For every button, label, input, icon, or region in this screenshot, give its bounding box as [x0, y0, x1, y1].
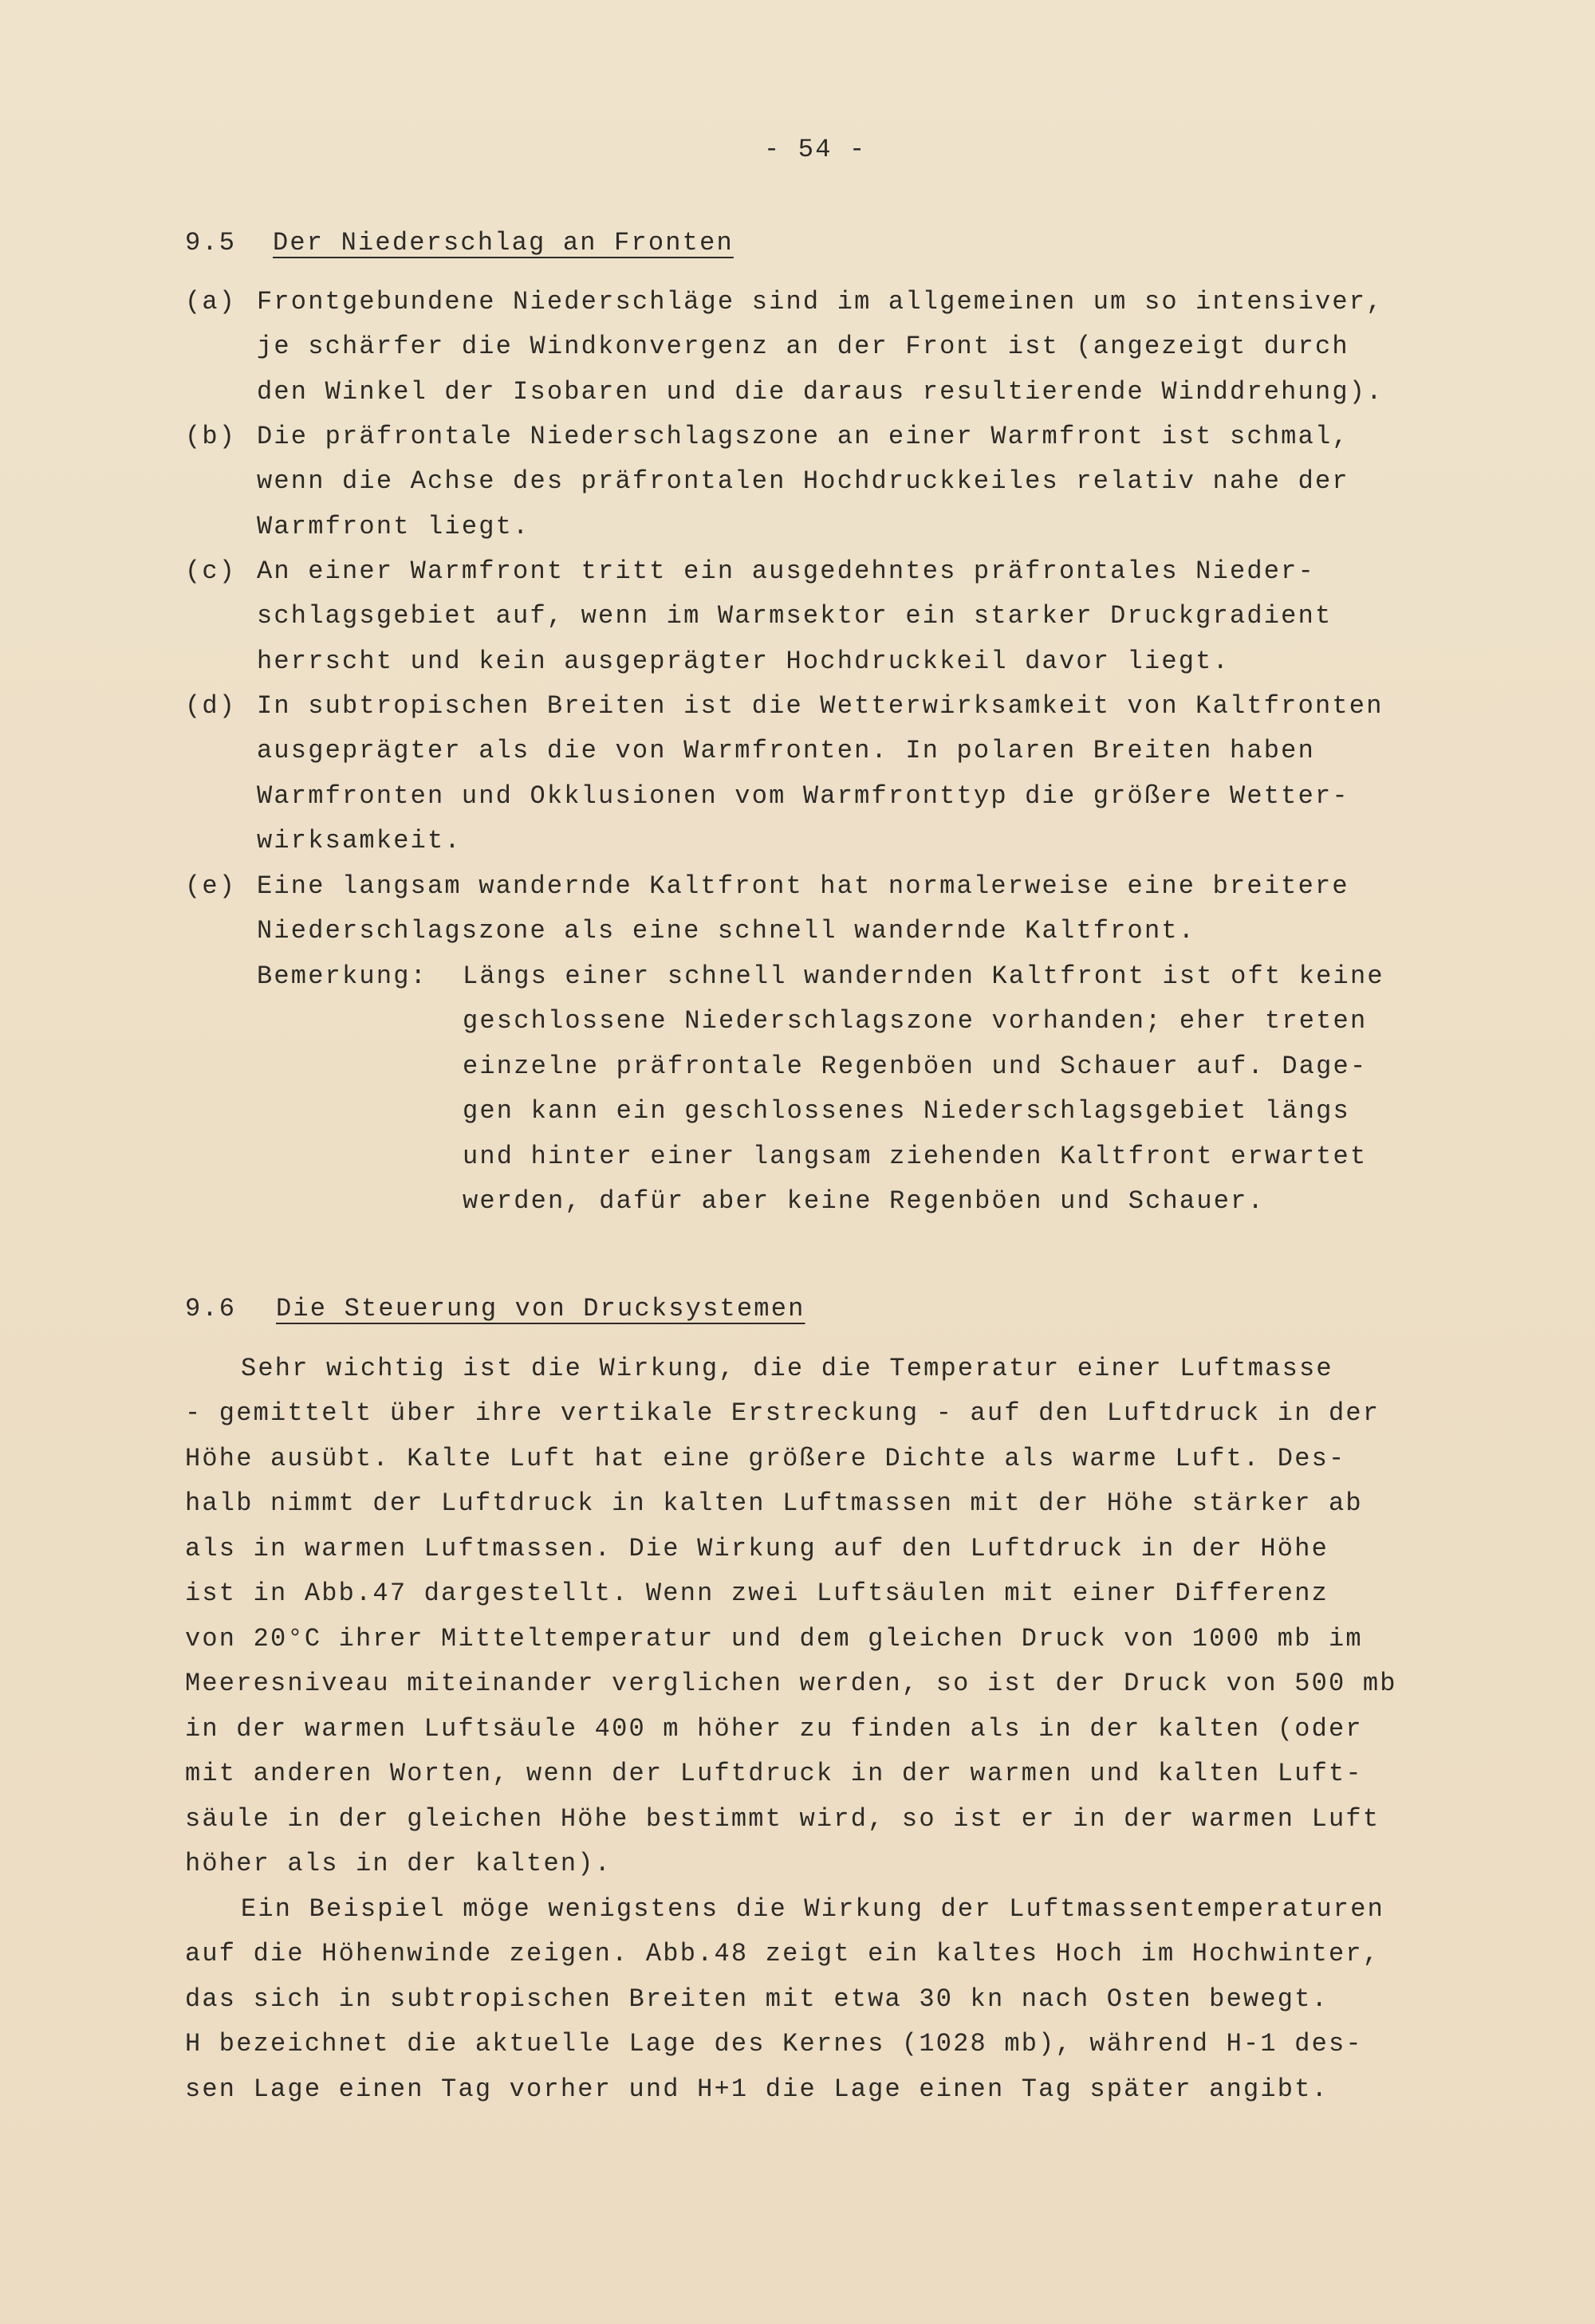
paragraph-line: Meeresniveau miteinander verglichen werden, so ist der Druck von 500 mb: [185, 1669, 1397, 1698]
paragraph-line: mit anderen Worten, wenn der Luftdruck in der warmen und kalten Luft-: [185, 1759, 1363, 1788]
paragraph-line: das sich in subtropischen Breiten mit etwa 30 kn nach Osten bewegt.: [185, 1984, 1329, 2014]
page-number: - 54 -: [764, 135, 867, 164]
paragraph-line: in der warmen Luftsäule 400 m höher zu finden als in der kalten (oder: [185, 1714, 1363, 1744]
paragraph-line: ist in Abb.47 dargestellt. Wenn zwei Luftsäulen mit einer Differenz: [185, 1579, 1329, 1608]
item-line: herrscht und kein ausgeprägter Hochdruckkeil davor liegt.: [257, 647, 1230, 676]
paragraph-line: - gemittelt über ihre vertikale Erstreckung - auf den Luftdruck in der: [185, 1398, 1380, 1428]
paragraph-line: H bezeichnet die aktuelle Lage des Kernes (1028 mb), während H-1 des-: [185, 2029, 1363, 2059]
item-line: wenn die Achse des präfrontalen Hochdruckkeiles relativ nahe der: [257, 466, 1349, 496]
item-line: Niederschlagszone als eine schnell wandernde Kaltfront.: [257, 916, 1196, 946]
item-line: Die präfrontale Niederschlagszone an einer Warmfront ist schmal,: [257, 422, 1349, 451]
item-line: Warmfronten und Okklusionen vom Warmfronttyp die größere Wetter-: [257, 781, 1349, 811]
paragraph-line: höher als in der kalten).: [185, 1849, 612, 1878]
item-line: den Winkel der Isobaren und die daraus resultierende Winddrehung).: [257, 377, 1384, 407]
remark-line: Längs einer schnell wandernden Kaltfront ist oft keine: [463, 961, 1384, 991]
item-line: wirksamkeit.: [257, 826, 462, 855]
paragraph-line: von 20°C ihrer Mitteltemperatur und dem gleichen Druck von 1000 mb im: [185, 1624, 1363, 1654]
paragraph-line: auf die Höhenwinde zeigen. Abb.48 zeigt ein kaltes Hoch im Hochwinter,: [185, 1939, 1380, 1968]
item-label: (c): [185, 556, 237, 586]
remark-line: und hinter einer langsam ziehenden Kaltfront erwartet: [463, 1142, 1368, 1171]
section-heading: Die Steuerung von Drucksystemen: [276, 1294, 805, 1323]
item-line: je schärfer die Windkonvergenz an der Front ist (angezeigt durch: [257, 332, 1349, 361]
item-label: (a): [185, 287, 237, 317]
section-number: 9.6: [185, 1294, 237, 1323]
section-heading: Der Niederschlag an Fronten: [273, 228, 734, 258]
paragraph-line: säule in der gleichen Höhe bestimmt wird, so ist er in der warmen Luft: [185, 1804, 1380, 1834]
item-label: (d): [185, 691, 237, 721]
remark-line: geschlossene Niederschlagszone vorhanden; eher treten: [463, 1006, 1368, 1036]
section-number: 9.5: [185, 228, 237, 258]
item-line: An einer Warmfront tritt ein ausgedehntes präfrontales Nieder-: [257, 556, 1315, 586]
item-line: Eine langsam wandernde Kaltfront hat normalerweise eine breitere: [257, 871, 1349, 901]
remark-label: Bemerkung:: [257, 961, 428, 991]
item-line: Warmfront liegt.: [257, 512, 530, 541]
paragraph-line: Sehr wichtig ist die Wirkung, die die Temperatur einer Luftmasse: [241, 1354, 1333, 1383]
item-line: ausgeprägter als die von Warmfronten. In polaren Breiten haben: [257, 736, 1315, 765]
item-line: In subtropischen Breiten ist die Wetterwirksamkeit von Kaltfronten: [257, 691, 1384, 721]
paragraph-line: als in warmen Luftmassen. Die Wirkung auf den Luftdruck in der Höhe: [185, 1534, 1329, 1563]
item-label: (e): [185, 871, 237, 901]
remark-line: werden, dafür aber keine Regenböen und Schauer.: [463, 1186, 1265, 1216]
item-line: schlagsgebiet auf, wenn im Warmsektor ein starker Druckgradient: [257, 601, 1333, 631]
remark-line: einzelne präfrontale Regenböen und Schauer auf. Dage-: [463, 1052, 1368, 1081]
paragraph-line: Höhe ausübt. Kalte Luft hat eine größere Dichte als warme Luft. Des-: [185, 1444, 1346, 1473]
item-line: Frontgebundene Niederschläge sind im allgemeinen um so intensiver,: [257, 287, 1384, 317]
paragraph-line: Ein Beispiel möge wenigstens die Wirkung der Luftmassentemperaturen: [241, 1894, 1385, 1924]
paragraph-line: sen Lage einen Tag vorher und H+1 die Lage einen Tag später angibt.: [185, 2074, 1329, 2104]
paragraph-line: halb nimmt der Luftdruck in kalten Luftmassen mit der Höhe stärker ab: [185, 1488, 1363, 1518]
remark-line: gen kann ein geschlossenes Niederschlagsgebiet längs: [463, 1096, 1350, 1126]
item-label: (b): [185, 422, 237, 451]
